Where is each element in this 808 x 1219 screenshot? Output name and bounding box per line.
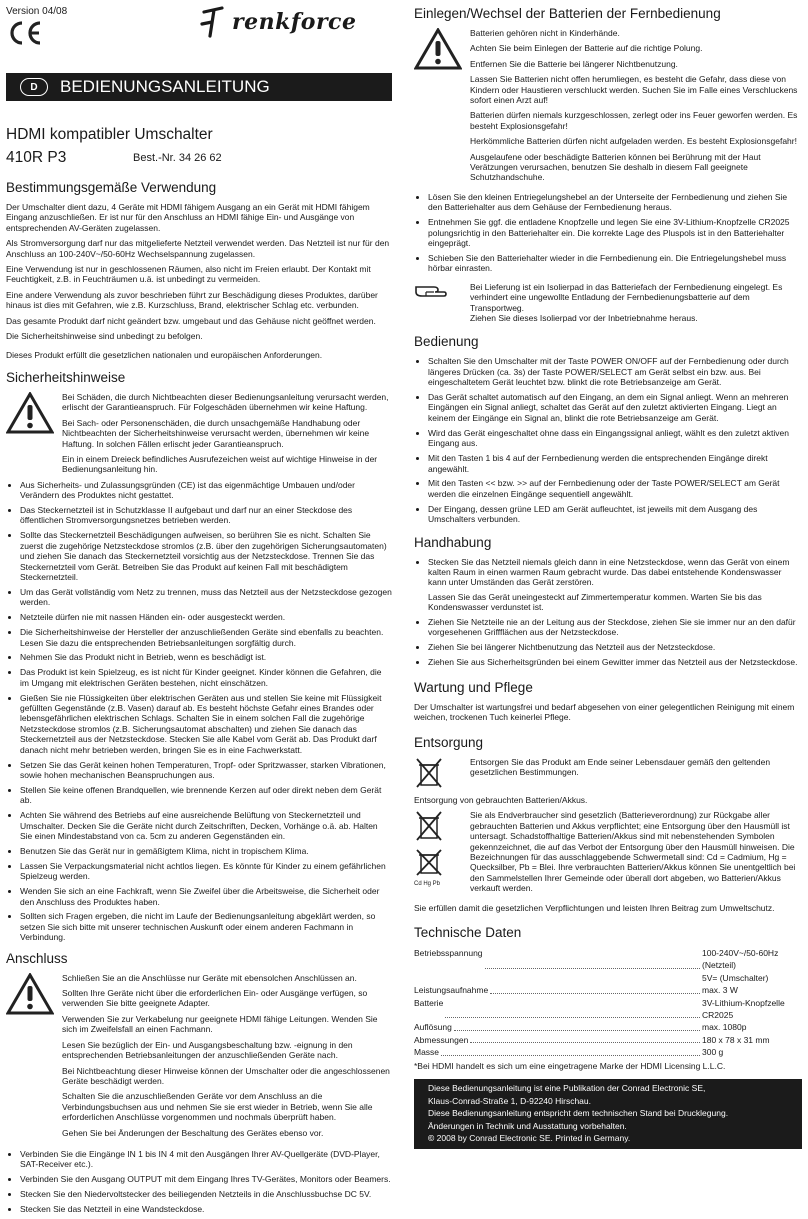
note-block — [414, 282, 802, 329]
battery-disposal-heading: Entsorgung von gebrauchten Batterien/Akkus. — [414, 794, 588, 805]
list-item: • Netzteile dürfen nie mit nassen Händen ein- oder ausgesteckt werden. — [20, 612, 392, 622]
list-item: • Sollten sich Fragen ergeben, die nicht im Laufe der Bedienungsanleitung abgeklärt werden, so setzen Sie sich bitte mit unserer technischen Auskunft oder einem anderen Fachmann in Verbindung. — [20, 911, 392, 942]
heading-anschluss: Anschluss — [6, 950, 68, 966]
list-item: • Lassen Sie Verpackungsmaterial nicht achtlos liegen. Es könnte für Kinder zu einem gefährlichen Spielzeug werden. — [20, 861, 392, 882]
warning-text: Ausgelaufene oder beschädigte Batterien können bei Berührung mit der Haut Verätzungen verursachen, benutzen Sie deshalb in diesem Fall geeignete Schutzhandschuhe. — [470, 151, 761, 183]
manual-title: BEDIENUNGSANLEITUNG — [60, 77, 270, 96]
paragraph: Der Umschalter ist wartungsfrei und bedarf abgesehen von einer gelegentlichen Reinigung mit einem weichen, trockenen Tuch keinerlei Pflege. — [414, 701, 795, 723]
paragraph: Eine andere Verwendung als zuvor beschrieben führt zur Beschädigung dieses Produktes, darüber hinaus ist dies mit Gefahren, wie z.B. Kurzschluss, Brand, elektrischer Schlag etc. verbunden. — [6, 289, 378, 311]
heading-wartung: Wartung und Pflege — [414, 679, 533, 695]
paragraph: Das gesamte Produkt darf nicht geändert bzw. umgebaut und das Gehäuse nicht geöffnet werden. — [6, 315, 376, 326]
warning-triangle-icon — [414, 28, 462, 70]
paragraph: Sie als Endverbraucher sind gesetzlich (Batterieverordnung) zur Rückgabe aller gebrauchten Batterien und Akkus verpflichtet; eine Entsorgung über den Hausmüll ist untersagt. Schadstoffhaltige Batterien/Akkus sind mit nebenstehenden Symbolen gekennzeichnet, die auf das Verbot der Entsorgung über den Hausmüll hinweisen. Die Bezeichnungen für das ausschlaggebende Schwermetall sind: Cd = Cadmium, Hg = Quecksilber, Pb = Blei. Ihre verbrauchten Batterien/Akkus können Sie unentgeltlich bei den Sammelstellen Ihrer Gemeinde oder überall dort abgeben, wo Batterien/Akkus verkauft werden. — [470, 810, 796, 894]
imprint-line: Diese Bedienungsanleitung entspricht dem technischen Stand bei Drucklegung. — [428, 1108, 729, 1119]
imprint-line: Diese Bedienungsanleitung ist eine Publikation der Conrad Electronic SE, — [428, 1083, 706, 1093]
section-bedienung — [414, 334, 802, 524]
list-item: • Um das Gerät vollständig vom Netz zu trennen, muss das Netzteil aus der Netzsteckdose gezogen werden. — [20, 587, 392, 608]
ce-mark — [6, 20, 48, 48]
warning-text: Schalten Sie die anzuschließenden Geräte vor dem Anschluss an die Verbindungsbuchsen aus und nehmen Sie sie erst wieder in Betrieb, wenn Sie alle erforderlichen Anschlüsse vorgenommen und nochmals überprüft haben. — [62, 1091, 373, 1123]
tech-value: 5V= (Umschalter) — [702, 972, 769, 983]
warning-text: Achten Sie beim Einlegen der Batterie auf die richtige Polung. — [470, 43, 703, 54]
warning-block — [414, 28, 802, 188]
section-entsorgung — [414, 735, 802, 913]
list-item: • Das Produkt ist kein Spielzeug, es ist nicht für Kinder geeignet. Kinder können die Gefahren, die im Umgang mit elektrischen Geräten bestehen, nicht einschätzen. — [20, 667, 392, 688]
model-number: 410R P3 — [6, 149, 67, 166]
section-anschluss — [6, 951, 392, 1215]
list-item: • Ziehen Sie Netzteile nie an der Leitung aus der Steckdose, ziehen Sie sie immer nur an den dafür vorgesehenen Griffflächen aus der Netzsteckdose. — [428, 617, 802, 638]
list-item: • Schalten Sie den Umschalter mit der Taste POWER ON/OFF auf der Fernbedienung oder durch längeres Drücken (ca. 3s) der Taste POWER/SELECT am Gerät selbst ein bzw. aus. Bei eingeschaltetem Gerät leuchtet bzw. blinkt die rote Betriebsanzeige am Gerät. — [428, 356, 802, 387]
list-item: • Nehmen Sie das Produkt nicht in Betrieb, wenn es beschädigt ist. — [20, 652, 392, 662]
note-text: Ziehen Sie dieses Isolierpad vor der Inbetriebnahme heraus. — [470, 312, 698, 323]
copyright-icon: © — [428, 1133, 435, 1144]
tech-value: 300 g — [702, 1047, 724, 1058]
copyright-text: 2008 by Conrad Electronic SE. Printed in Germany. — [436, 1133, 631, 1144]
tech-value: 100-240V~/50-60Hz (Netzteil) — [702, 947, 779, 971]
list-item: • Setzen Sie das Gerät keinen hohen Temperaturen, Tropf- oder Spritzwasser, starken Vibrationen, sowie hohen mechanischen Beanspruchungen aus. — [20, 760, 392, 781]
language-badge — [20, 78, 48, 96]
warning-text: Ein in einem Dreieck befindliches Ausrufezeichen weist auf wichtige Hinweise in der Bedienungsanleitung hin. — [62, 453, 378, 475]
list-item: • Mit den Tasten 1 bis 4 auf der Fernbedienung werden die entsprechenden Eingänge direkt angewählt. — [428, 453, 802, 474]
warning-text: Schließen Sie an die Anschlüsse nur Geräte mit ebensolchen Anschlüssen an. — [62, 972, 357, 983]
table-row — [414, 1046, 802, 1058]
imprint-line: Klaus-Conrad-Straße 1, D-92240 Hirschau. — [428, 1095, 591, 1106]
sub-paragraph: Lassen Sie das Gerät uneingesteckt auf Zimmertemperatur kommen. Warten Sie bis das Kondenswasser verdunstet ist. — [428, 591, 762, 613]
list-item-text: Stecken Sie das Netzteil niemals gleich dann in eine Netzsteckdose, wenn das Gerät von einem kalten Raum in einen warmen Raum gebracht wurde. Das dabei entstehende Kondenswasser kann unter Umständen das Gerät zerstören. — [428, 556, 790, 588]
warning-text: Batterien gehören nicht in Kinderhände. — [470, 28, 620, 38]
list-item: • Aus Sicherheits- und Zulassungsgründen (CE) ist das eigenmächtige Umbauen und/oder Verändern des Produktes nicht gestattet. — [20, 480, 392, 501]
section-sicherheit — [6, 370, 392, 943]
ce-mark-icon — [6, 20, 46, 46]
order-number: Best.-Nr. 34 26 62 — [133, 152, 222, 164]
product-title: HDMI kompatibler Umschalter — [6, 126, 213, 143]
list-item: • Benutzen Sie das Gerät nur in gemäßigtem Klima, nicht in tropischem Klima. — [20, 846, 392, 856]
tech-label: Abmessungen — [414, 1034, 469, 1045]
handling-list — [414, 557, 802, 668]
section-handhabung — [414, 535, 802, 668]
list-item — [428, 557, 802, 613]
warning-text: Batterien dürfen niemals kurzgeschlossen, zerlegt oder ins Feuer geworfen werden. Es besteht Explosionsgefahr! — [470, 110, 798, 131]
disposal-battery-block — [414, 810, 802, 898]
model-row — [6, 149, 392, 167]
warning-triangle-icon — [6, 392, 54, 434]
list-item: • Die Sicherheitshinweise der Hersteller der anzuschließenden Geräte sind ebenfalls zu beachten. Lesen Sie dazu die entsprechenden Betriebsanleitungen sorgfältig durch. — [20, 627, 392, 648]
heading-sicherheit: Sicherheitshinweise — [6, 369, 126, 385]
crossed-bin-icon — [414, 810, 444, 842]
heavy-metal-labels: Cd Hg Pb — [414, 881, 441, 888]
warning-text: Gehen Sie bei Änderungen der Beschaltung des Gerätes ebenso vor. — [62, 1127, 324, 1138]
table-row — [414, 972, 802, 984]
tech-value: max. 1080p — [702, 1022, 747, 1033]
list-item: • Stecken Sie das Netzteil in eine Wandsteckdose. — [20, 1204, 392, 1214]
tech-value: 3V-Lithium-Knopfzelle CR2025 — [702, 997, 785, 1020]
crossed-bin-heavy-metal-icon — [414, 849, 444, 881]
imprint-line: Änderungen in Technik und Ausstattung vorbehalten. — [428, 1120, 627, 1131]
warning-text: Entfernen Sie die Batterie bei längerer Nichtbenutzung. — [470, 58, 678, 69]
renkforce-logo-icon — [200, 4, 228, 40]
paragraph: Sie erfüllen damit die gesetzlichen Verpflichtungen und leisten Ihren Beitrag zum Umweltschutz. — [414, 902, 775, 913]
warning-block — [6, 392, 392, 480]
paragraph: Eine Verwendung ist nur in geschlossenen Räumen, also nicht im Freien erlaubt. Der Kontakt mit Feuchtigkeit, z.B. in Feuchträumen u.ä. ist unbedingt zu vermeiden. — [6, 264, 371, 285]
heading-bestimmung: Bestimmungsgemäße Verwendung — [6, 180, 217, 195]
operation-list — [414, 356, 802, 524]
heading-technische-daten: Technische Daten — [414, 924, 522, 940]
language-badge-label: D — [30, 81, 38, 93]
list-item: • Verbinden Sie den Ausgang OUTPUT mit dem Eingang Ihres TV-Gerätes, Monitors oder Beamers. — [20, 1174, 392, 1184]
list-item: • Achten Sie während des Betriebs auf eine ausreichende Belüftung von Steckernetzteil und Umschalter. Decken Sie die Geräte nicht durch Zeitschriften, Decken, Vorhänge o.ä. ab. Halten Sie einen Mindestabstand von ca. 5cm zu anderen Gegenständen ein. — [20, 810, 392, 841]
warning-triangle-icon — [6, 973, 54, 1015]
tech-value: max. 3 W — [702, 985, 738, 996]
connection-list — [6, 1149, 392, 1215]
paragraph: Als Stromversorgung darf nur das mitgelieferte Netzteil verwendet werden. Das Netzteil ist nur für den Anschluss an 100-240V~/50-60Hz Wechselspannung zugelassen. — [6, 238, 390, 259]
version-label: Version 04/08 — [6, 6, 68, 17]
paragraph: Entsorgen Sie das Produkt am Ende seiner Lebensdauer gemäß den geltenden gesetzlichen Bestimmungen. — [470, 756, 771, 777]
section-bestimmung — [6, 180, 392, 361]
table-row — [414, 984, 802, 996]
warning-text: Bei Sach- oder Personenschäden, die durch unsachgemäße Handhabung oder Nichtbeachten der Sicherheitshinweise verursacht werden, übernehmen wir keine Haftung. In solchen Fällen erlischt jeder Garantieanspruch. — [62, 417, 370, 449]
warning-text: Lesen Sie bezüglich der Ein- und Ausgangsbeschaltung bzw. -eignung in den entsprechenden Betriebsanleitungen der anzuschließenden Geräte nach. — [62, 1039, 353, 1061]
crossed-bin-icon — [414, 757, 444, 789]
warning-block — [6, 973, 392, 1143]
tech-label: Batterie — [414, 997, 444, 1008]
content-left — [6, 180, 392, 1219]
pointing-hand-icon — [414, 282, 448, 300]
list-item: • Der Eingang, dessen grüne LED am Gerät aufleuchtet, ist jeweils mit dem Ausgang des Umschalters verbunden. — [428, 504, 802, 525]
table-row — [414, 997, 802, 1022]
heading-batterien: Einlegen/Wechsel der Batterien der Fernbedienung — [414, 6, 721, 21]
heading-bedienung: Bedienung — [414, 334, 479, 350]
content-right — [414, 6, 802, 1059]
warning-text: Sollten Ihre Geräte nicht über die erforderlichen Ein- oder Ausgänge verfügen, so verwenden Sie bitte geeignete Adapter. — [62, 988, 368, 1009]
imprint-box — [414, 1079, 802, 1149]
list-item: • Lösen Sie den kleinen Entriegelungshebel an der Unterseite der Fernbedienung und ziehen Sie den Batteriehalter aus dem Gehäuse der Fernbedienung heraus. — [428, 192, 802, 213]
list-item: • Stellen Sie keine offenen Brandquellen, wie brennende Kerzen auf oder direkt neben dem Gerät ab. — [20, 785, 392, 806]
imprint-copyright — [428, 1132, 802, 1145]
list-item: • Sollte das Steckernetzteil Beschädigungen aufweisen, so berühren Sie es nicht. Schalten Sie zuerst die zugehörige Netzsteckdose stromlos (z.B. über den zugehörigen Sicherungsautomaten) und ziehen Sie danach das Steckernetzteil vorsichtig aus der Netzsteckdose. Trennen Sie das Steckernetzteil vom Gerät. Betreiben Sie das Produkt auf keinen Fall mit beschädigtem Steckernetzteil. — [20, 530, 392, 582]
paragraph: Der Umschalter dient dazu, 4 Geräte mit HDMI fähigem Ausgang an ein Gerät mit HDMI fähigem Eingang anzuschließen. Er ist nur für den Anschluss an HDMI fähige Ein- und Ausgänge von entsprechenden AV-Geräten zugelassen. — [6, 202, 370, 233]
tech-label: Auflösung — [414, 1022, 452, 1033]
section-technische-daten — [414, 925, 802, 1059]
hdmi-footnote: *Bei HDMI handelt es sich um eine eingetragene Marke der HDMI Licensing L.L.C. — [414, 1061, 726, 1071]
title-bar — [6, 73, 392, 101]
list-item: • Wird das Gerät eingeschaltet ohne dass ein Eingangssignal anliegt, wählt es den zuletzt aktiven Eingang aus. — [428, 428, 802, 449]
section-wartung — [414, 680, 802, 723]
list-item: • Ziehen Sie bei längerer Nichtbenutzung das Netzteil aus der Netzsteckdose. — [428, 642, 802, 652]
safety-list — [6, 480, 392, 943]
tech-label: Masse — [414, 1047, 440, 1058]
table-row — [414, 1021, 802, 1033]
paragraph: Die Sicherheitshinweise sind unbedingt zu befolgen. — [6, 331, 203, 342]
list-item: • Ziehen Sie aus Sicherheitsgründen bei einem Gewitter immer das Netzteil aus der Netzsteckdose. — [428, 657, 802, 667]
list-item: • Das Steckernetzteil ist in Schutzklasse II aufgebaut und darf nur an einer Steckdose des öffentlichen Stromversorgungsnetzes betrieben werden. — [20, 505, 392, 526]
heading-handhabung: Handhabung — [414, 534, 492, 550]
list-item: • Schieben Sie den Batteriehalter wieder in die Fernbedienung ein. Die Entriegelungshebel muss hörbar einrasten. — [428, 253, 802, 274]
warning-text: Herkömmliche Batterien dürfen nicht aufgeladen werden. Es besteht Explosionsgefahr! — [470, 136, 797, 147]
list-item: • Verbinden Sie die Eingänge IN 1 bis IN 4 mit den Ausgängen Ihrer AV-Quellgeräte (DVD-Player, SAT-Receiver etc.). — [20, 1149, 392, 1170]
list-item: • Gießen Sie nie Flüssigkeiten über elektrischen Geräten aus und stellen Sie keine mit Flüssigkeit gefüllten Gegenstände (z.B. Vasen) darauf ab. Es besteht höchste Gefahr eines Brandes oder lebensgefährlichen elektrischen Schlags. Schalten Sie in einem solchen Fall die zugehörige Netzsteckdose stromlos (z.B. Sicherungsautomat abschalten) und ziehen Sie danach das Steckernetzteil aus der Netzsteckdose. Stecken Sie alle Kabel vom Gerät ab. Das Produkt darf danach nicht mehr betrieben werden, bringen Sie es in eine Fachwerkstatt. — [20, 693, 392, 755]
warning-text: Lassen Sie Batterien nicht offen herumliegen, es besteht die Gefahr, dass diese von Kindern oder Haustieren verschluckt werden. Suchen Sie im Falle eines Verschluckens sofort einen Arzt auf! — [470, 74, 798, 106]
note-text: Bei Lieferung ist ein Isolierpad in das Batteriefach der Fernbedienung eingelegt. Es verhindert eine ungewollte Entladung der Fernbedienungsbatterie auf dem Transportweg. — [470, 281, 783, 313]
list-item: • Entnehmen Sie ggf. die entladene Knopfzelle und legen Sie eine 3V-Lithium-Knopfzelle CR2025 polungsrichtig in den Batteriehalter ein. Die korrekte Lage des Pluspols ist in den Batteriehalter eingeprägt. — [428, 217, 802, 248]
warning-text: Bei Nichtbeachtung dieser Hinweise können der Umschalter oder die angeschlossenen Geräte beschädigt werden. — [62, 1065, 390, 1086]
table-row — [414, 1034, 802, 1046]
list-item: • Wenden Sie sich an eine Fachkraft, wenn Sie Zweifel über die Arbeitsweise, die Sicherheit oder den Anschluss des Produktes haben. — [20, 886, 392, 907]
list-item: • Mit den Tasten << bzw. >> auf der Fernbedienung oder der Taste POWER/SELECT am Gerät werden die einzelnen Eingänge sequentiell angewählt. — [428, 478, 802, 499]
battery-list — [414, 192, 802, 274]
tech-value: 180 x 78 x 31 mm — [702, 1034, 770, 1045]
warning-text: Bei Schäden, die durch Nichtbeachten dieser Bedienungsanleitung verursacht werden, erlischt der Garantieanspruch. Für Folgeschäden übernehmen wir keine Haftung. — [62, 391, 389, 413]
list-item: • Stecken Sie den Niedervoltstecker des beiliegenden Netzteils in die Anschlussbuchse DC 5V. — [20, 1189, 392, 1199]
tech-table — [414, 947, 802, 1059]
table-row — [414, 947, 802, 972]
section-batterien — [414, 6, 802, 328]
tech-label: Leistungsaufnahme — [414, 985, 489, 996]
tech-label: Betriebsspannung — [414, 947, 483, 958]
warning-text: Verwenden Sie zur Verkabelung nur geeignete HDMI fähige Leitungen. Wenden Sie sich im Zweifelsfall an einen Fachmann. — [62, 1013, 378, 1035]
brand-name: renkforce — [232, 9, 357, 35]
paragraph: Dieses Produkt erfüllt die gesetzlichen nationalen und europäischen Anforderungen. — [6, 350, 323, 361]
list-item: • Das Gerät schaltet automatisch auf den Eingang, an dem ein Signal anliegt. Wenn an mehreren Eingängen ein Signal anliegt, schaltet das Gerät auf den zuletzt aktivierten Eingang. Liegt an keinem der Eingänge ein Signal an, blinkt die rote Betriebsanzeige am Gerät. — [428, 392, 802, 423]
disposal-product-block — [414, 757, 802, 791]
brand-logo — [200, 2, 390, 42]
heading-entsorgung: Entsorgung — [414, 734, 484, 750]
